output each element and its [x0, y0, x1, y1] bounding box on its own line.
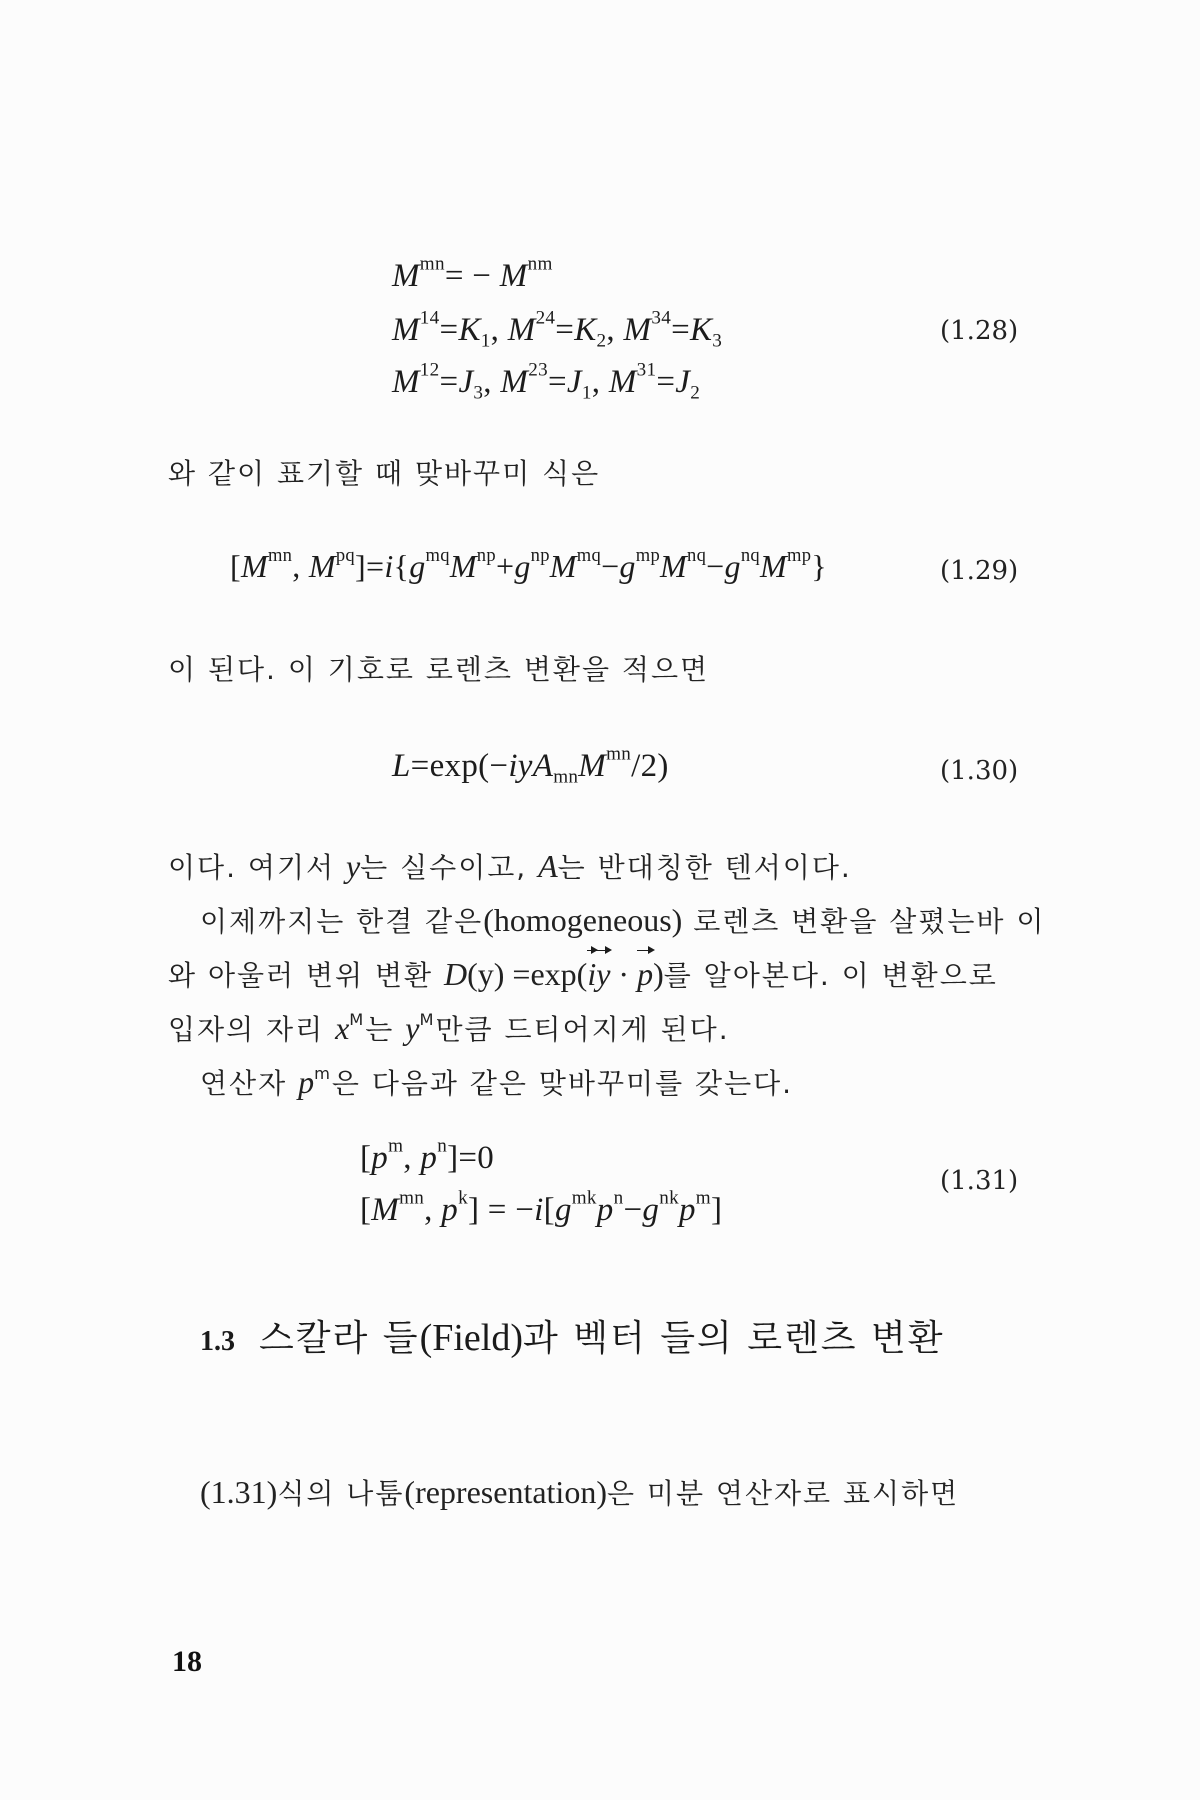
equation-number-1-30: (1.30) — [940, 756, 1019, 786]
paragraph-3: 이다. 여기서 y는 실수이고, A는 반대칭한 텐서이다. — [168, 848, 852, 884]
equation-1-28-line-3: $M^{12}=J_3$, $M^{23}=J_1$, $M^{31}=J_2$ — [392, 359, 701, 404]
paragraph-2: 이 된다. 이 기호로 로렌츠 변환을 적으면 — [168, 653, 710, 686]
equation-1-28-line-1: $M^{mn}= - M^{nm}$ — [392, 253, 553, 294]
paragraph-8: (1.31)식의 나툼(representation)은 미분 연산자로 표시하면 — [200, 1474, 960, 1510]
equation-number-1-29: (1.29) — [940, 556, 1019, 586]
equation-1-31-line-1: [$p^m$, $p^n]=0$ — [360, 1135, 495, 1176]
section-number: 1.3 — [200, 1326, 235, 1357]
paragraph-7: 연산자 $p^m$은 다음과 같은 맞바꾸미를 갖는다. — [200, 1064, 794, 1100]
paragraph-1: 와 같이 표기할 때 맞바꾸미 식은 — [168, 457, 601, 490]
equation-1-28-line-2: $M^{14}=K_1$, $M^{24}=K_2$, $M^{34}=K_3$ — [392, 307, 723, 352]
equation-1-29: [$M^{mn}$, $M^{pq}]=i\{g^{mq}M^{np}+g^{np}M^{mq}-g^{mp}M^{nq}-g^{nq}M^{mp}\}$ — [230, 545, 827, 584]
paragraph-5: 와 아울러 변위 변환 D(y) =exp(iy · p)를 알아본다. 이 변환으로 — [168, 956, 998, 992]
page-number: 18 — [172, 1645, 202, 1678]
section-heading: 1.3 스칼라 들(Field)과 벡터 들의 로렌츠 변환 — [200, 1317, 945, 1359]
paragraph-4: 이제까지는 한결 같은(homogeneous) 로렌츠 변환을 살폈는바 이 — [200, 902, 1046, 938]
equation-1-30: $L=\exp(-iyA_{mn}M^{mn}/2)$ — [392, 743, 669, 788]
equation-1-31-line-2: [$M^{mn}$, $p^k] = -i[g^{mk}p^n-g^{nk}p^m]$ — [360, 1187, 723, 1228]
equation-number-1-28: (1.28) — [940, 316, 1019, 346]
equation-number-1-31: (1.31) — [940, 1166, 1019, 1196]
paragraph-6: 입자의 자리 $x^M$는 $y^M$만큼 드티어지게 된다. — [168, 1010, 730, 1046]
